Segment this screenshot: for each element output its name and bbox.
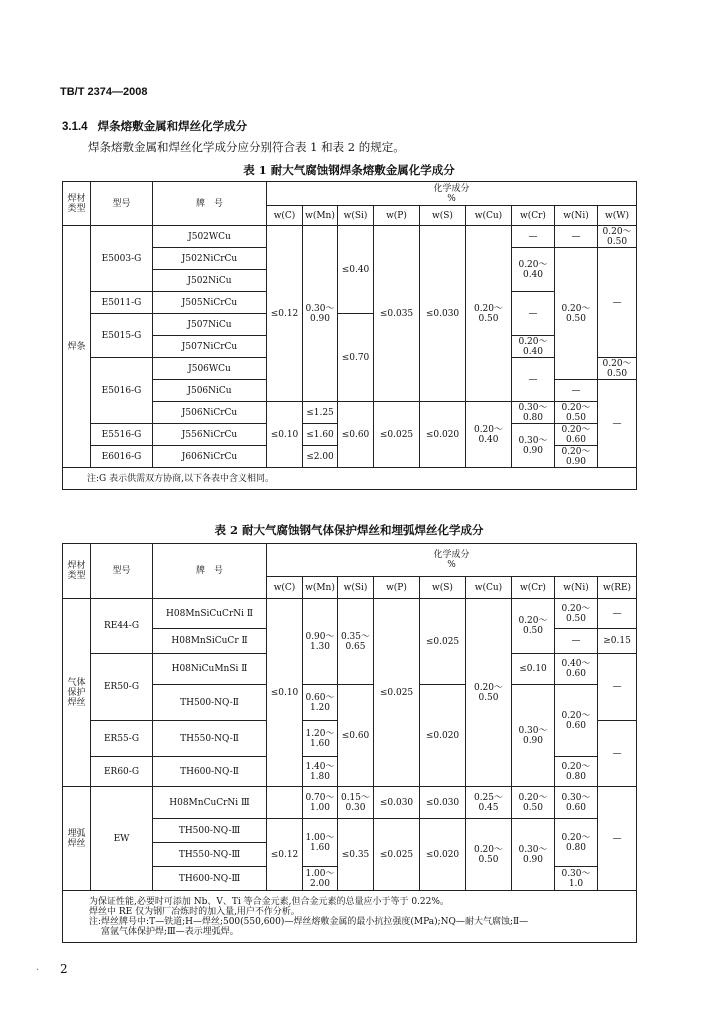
- t2-model: ER55-G: [91, 721, 153, 757]
- t2-brand: TH600-NQ-Ⅱ: [153, 757, 267, 787]
- t1-brand: J556NiCrCu: [153, 424, 267, 446]
- t2-cell: 1.00～1.60: [303, 819, 338, 867]
- t1-cell: ≤1.25: [303, 402, 338, 424]
- t1-cell: ≤0.10: [267, 402, 303, 468]
- t2-h-brand: 牌 号: [153, 544, 267, 599]
- t2-brand: H08MnSiCuCr Ⅱ: [153, 629, 267, 654]
- t2-cell: ≤0.10: [512, 654, 555, 685]
- t2-col: w(Cu): [466, 577, 512, 599]
- t2-cell: 1.00～2.00: [303, 867, 338, 891]
- t2-note-line: 注:焊丝牌号中:T—铁道;H—焊丝;500(550,600)—焊丝熔敷金属的最小抗拉强度(MPa);NQ—耐大气腐蚀;Ⅱ—: [89, 916, 529, 927]
- t1-brand: J502NiCrCu: [153, 248, 267, 270]
- t2-cell: ≤0.10: [267, 599, 303, 787]
- t2-brand: TH600-NQ-Ⅲ: [153, 867, 267, 891]
- t1-cell: 0.20～0.50: [466, 226, 512, 402]
- t1-cell: —: [598, 248, 637, 358]
- t1-h-type: 焊材类型: [63, 182, 91, 226]
- t2-cell: ≤0.025: [420, 599, 466, 685]
- t2-cell: 0.60～1.20: [303, 685, 338, 721]
- t2-note-line: 富氩气体保护焊;Ⅲ—表示埋弧焊。: [101, 926, 239, 937]
- t2-cell: 0.20～0.60: [555, 685, 598, 757]
- t1-cell: 0.30～0.90: [303, 226, 338, 402]
- t1-cell: ≤0.030: [420, 226, 466, 402]
- t2-cell: 1.40～1.80: [303, 757, 338, 787]
- t1-cell: —: [512, 226, 555, 248]
- t1-cell: 0.20～0.50: [598, 226, 637, 248]
- t2-cell: ≤0.60: [338, 685, 374, 787]
- t2-cell: 0.40～0.60: [555, 654, 598, 685]
- t2-col: w(Ni): [555, 577, 598, 599]
- t1-cell: 0.20～0.40: [466, 402, 512, 468]
- t1-cell: ≤1.60: [303, 424, 338, 446]
- t1-col: w(S): [420, 206, 466, 226]
- t1-model: E6016-G: [91, 446, 153, 468]
- t2-cell: 0.20～0.50: [466, 599, 512, 787]
- t1-col: w(Mn): [303, 206, 338, 226]
- t1-cell: ≤0.40: [338, 226, 374, 314]
- t1-col: w(Si): [338, 206, 374, 226]
- t2-col: w(Mn): [303, 577, 338, 599]
- t2-cell: ≤0.030: [420, 787, 466, 819]
- t2-h-chem: 化学成分 %: [267, 544, 637, 577]
- t1-cell: 0.20～0.50: [555, 248, 598, 380]
- t2-cell: —: [598, 599, 637, 629]
- table1: [62, 181, 637, 490]
- page-number: 2: [60, 962, 68, 976]
- t1-cell: ≤0.035: [374, 226, 420, 402]
- t2-cell: [267, 787, 303, 819]
- t1-model: E5516-G: [91, 424, 153, 446]
- document-header: TB/T 2374—2008: [60, 86, 148, 98]
- t2-cell: 0.20～0.50: [512, 787, 555, 819]
- t1-cell: —: [512, 358, 555, 402]
- t2-cat: 埋弧焊丝: [63, 787, 91, 891]
- t2-cell: ≤0.12: [267, 819, 303, 891]
- t1-brand: J507NiCu: [153, 314, 267, 336]
- t2-cell: ≤0.030: [374, 787, 420, 819]
- t1-model: E5016-G: [91, 358, 153, 424]
- t2-note-line: 焊丝中 RE 仅为钢厂冶炼时的加入量,用户不作分析。: [89, 906, 300, 917]
- t1-brand: J506WCu: [153, 358, 267, 380]
- t1-h-brand: 牌 号: [153, 182, 267, 226]
- t1-cell: ≤2.00: [303, 446, 338, 468]
- t1-cell: —: [512, 292, 555, 336]
- t2-cell: —: [555, 629, 598, 654]
- t2-cell: ≤0.025: [374, 599, 420, 787]
- t1-brand: J505NiCrCu: [153, 292, 267, 314]
- t1-col: w(Cr): [512, 206, 555, 226]
- t1-cell: 0.30～0.90: [512, 424, 555, 468]
- table1-caption: 表 1 耐大气腐蚀钢焊条熔敷金属化学成分: [243, 163, 455, 177]
- t1-cell: 0.20～0.40: [512, 248, 555, 292]
- t1-brand: J506NiCu: [153, 380, 267, 402]
- t1-cat: 焊条: [63, 226, 91, 468]
- t1-brand: J502NiCu: [153, 270, 267, 292]
- t1-cell: ≤0.025: [374, 402, 420, 468]
- t2-h-model: 型号: [91, 544, 153, 599]
- t2-cell: —: [598, 721, 637, 787]
- t2-cell: 0.20～0.80: [555, 757, 598, 787]
- t1-cell: ≤0.020: [420, 402, 466, 468]
- t1-cell: ≤0.60: [338, 402, 374, 468]
- t2-cell: 0.20～0.50: [555, 599, 598, 629]
- t1-brand: J606NiCrCu: [153, 446, 267, 468]
- t2-h-type: 焊材类型: [63, 544, 91, 599]
- t2-col: w(Si): [338, 577, 374, 599]
- t2-brand: H08MnSiCuCrNi Ⅱ: [153, 599, 267, 629]
- t1-model: E5011-G: [91, 292, 153, 314]
- t1-col: w(C): [267, 206, 303, 226]
- t2-cell: 0.30～0.60: [555, 787, 598, 819]
- section-number: 3.1.4: [62, 121, 88, 133]
- t1-h-model: 型号: [91, 182, 153, 226]
- t2-col: w(RE): [598, 577, 637, 599]
- t1-cell: 0.20～0.90: [555, 446, 598, 468]
- t2-col: w(C): [267, 577, 303, 599]
- t2-cell: 0.30～0.90: [512, 819, 555, 891]
- t2-brand: TH500-NQ-Ⅱ: [153, 685, 267, 721]
- t2-cell: 0.35～0.65: [338, 599, 374, 685]
- t2-col: w(P): [374, 577, 420, 599]
- t1-cell: ≤0.12: [267, 226, 303, 402]
- t2-col: w(S): [420, 577, 466, 599]
- t1-cell: —: [555, 226, 598, 248]
- t1-model: E5003-G: [91, 226, 153, 292]
- t2-col: w(Cr): [512, 577, 555, 599]
- t2-cell: ≤0.025: [374, 819, 420, 891]
- t2-cell: 0.30～1.0: [555, 867, 598, 891]
- t2-cat: 气体保护焊丝: [63, 599, 91, 787]
- t2-brand: TH550-NQ-Ⅱ: [153, 721, 267, 757]
- t1-col: w(W): [598, 206, 637, 226]
- t2-note-line: 为保证性能,必要时可添加 Nb、V、Ti 等合金元素,但合金元素的总量应小于等于 0.22%。: [89, 896, 449, 907]
- t1-cell: —: [555, 380, 598, 402]
- t1-cell: ≤0.70: [338, 314, 374, 402]
- section-title: 焊条熔敷金属和焊丝化学成分: [97, 119, 248, 133]
- t2-cell: 0.20～0.50: [512, 599, 555, 654]
- t2-notes: [63, 891, 637, 943]
- t2-cell: 0.15～0.30: [338, 787, 374, 819]
- t1-h-chem: 化学成分 %: [267, 182, 637, 206]
- t1-col: w(Cu): [466, 206, 512, 226]
- t2-cell: 0.90～1.30: [303, 599, 338, 685]
- t2-cell: ≤0.020: [420, 819, 466, 891]
- t2-cell: 1.20～1.60: [303, 721, 338, 757]
- t1-cell: 0.20～0.50: [555, 402, 598, 424]
- intro-paragraph: 焊条熔敷金属和焊丝化学成分应分别符合表 1 和表 2 的规定。: [88, 140, 405, 154]
- t2-cell: —: [598, 654, 637, 721]
- margin-mark: ·: [36, 965, 40, 976]
- t2-cell: 0.20～0.80: [555, 819, 598, 867]
- t1-cell: 0.20～0.60: [555, 424, 598, 446]
- t2-cell: ≥0.15: [598, 629, 637, 654]
- table2-caption: 表 2 耐大气腐蚀钢气体保护焊丝和埋弧焊丝化学成分: [214, 523, 484, 537]
- t2-cell: 0.70～1.00: [303, 787, 338, 819]
- t1-cell: 0.20～0.40: [512, 336, 555, 358]
- t2-model: RE44-G: [91, 599, 153, 654]
- t2-model: ER60-G: [91, 757, 153, 787]
- t1-cell: —: [598, 380, 637, 468]
- t2-brand: H08MnCuCrNi Ⅲ: [153, 787, 267, 819]
- t1-col: w(Ni): [555, 206, 598, 226]
- t1-cell: 0.20～0.50: [598, 358, 637, 380]
- table2: [62, 543, 637, 943]
- t2-brand: TH550-NQ-Ⅲ: [153, 843, 267, 867]
- t2-model: EW: [91, 787, 153, 891]
- t1-brand: J507NiCrCu: [153, 336, 267, 358]
- t2-brand: TH500-NQ-Ⅲ: [153, 819, 267, 843]
- t2-cell: —: [598, 787, 637, 891]
- t1-cell: 0.30～0.80: [512, 402, 555, 424]
- t2-cell: ≤0.020: [420, 685, 466, 787]
- section-heading: [62, 118, 247, 134]
- t1-brand: J502WCu: [153, 226, 267, 248]
- t2-brand: H08NiCuMnSi Ⅱ: [153, 654, 267, 685]
- t1-col: w(P): [374, 206, 420, 226]
- t1-model: E5015-G: [91, 314, 153, 358]
- t2-model: ER50-G: [91, 654, 153, 721]
- t1-brand: J506NiCrCu: [153, 402, 267, 424]
- t2-cell: 0.30～0.90: [512, 685, 555, 787]
- t2-cell: 0.20～0.50: [466, 819, 512, 891]
- t1-note: 注:G 表示供需双方协商,以下各表中含义相同。: [63, 468, 637, 490]
- t2-cell: 0.25～0.45: [466, 787, 512, 819]
- t2-cell: ≤0.35: [338, 819, 374, 891]
